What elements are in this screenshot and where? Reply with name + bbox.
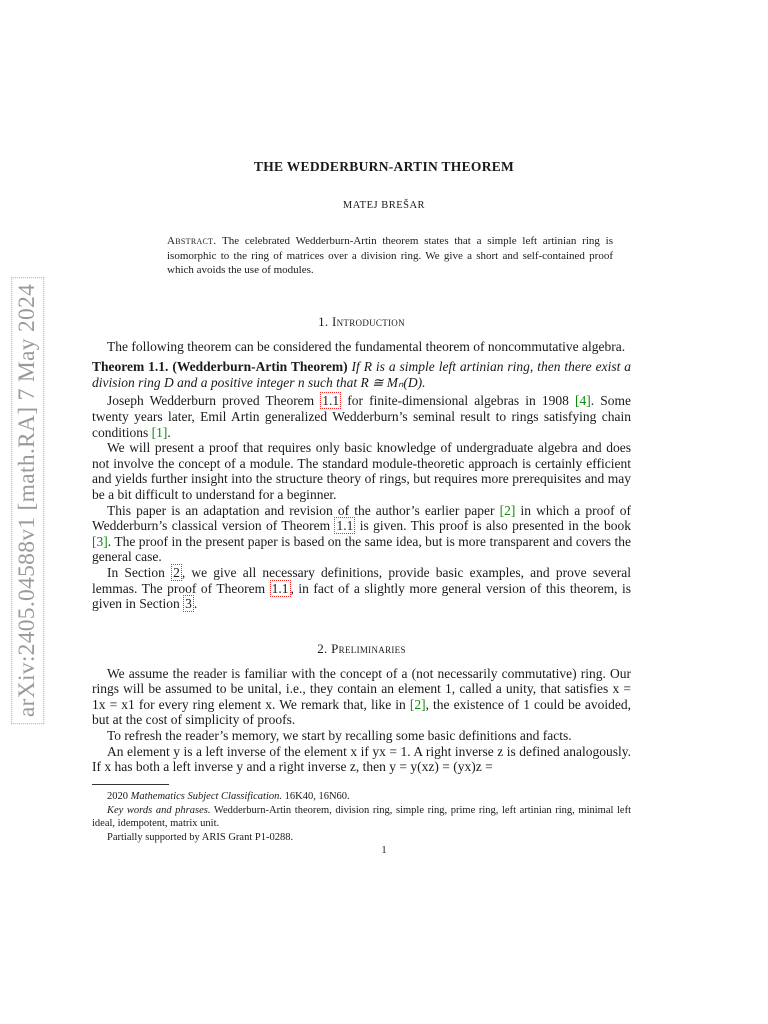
text-run: We assume the reader is familiar with the concept of a (not necessarily commutative) ring. Our rings will be assumed to be unital, i.e., they contain an element 1, called a unity, that satisfies x = 1x = x1 for every ring element x. We remark that, like in	[92, 665, 631, 712]
text-run: , the existence of 1 could be avoided, but at the cost of simplicity of proofs.	[92, 696, 631, 728]
paper-title: THE WEDDERBURN-ARTIN THEOREM	[253, 159, 515, 174]
citation-link[interactable]: [4]	[575, 393, 591, 409]
text-run: for finite-dimensional algebras in 1908	[341, 393, 575, 409]
footnote-keywords	[92, 804, 631, 831]
section-number: 2.	[317, 641, 328, 656]
paragraph	[92, 666, 631, 728]
theorem-statement: If R is a simple left artinian ring, then there exist a division ring D and a positive integer n such that R ≅ Mₙ(D).	[92, 359, 632, 390]
text-run: , in fact of a slightly more general version of this theorem, is given in Section	[92, 580, 631, 612]
section-number: 1.	[318, 314, 329, 329]
paragraph: To refresh the reader’s memory, we start by recalling some basic definitions and facts.	[107, 727, 572, 743]
citation-link[interactable]: [1]	[151, 424, 168, 440]
text-run: , we give all necessary definitions, provide basic examples, and prove several lemmas. The proof of Theorem	[92, 564, 631, 596]
text-run: .	[193, 596, 198, 612]
footnote-msc	[92, 790, 631, 804]
msc-year: 2020	[107, 791, 128, 802]
footnotes	[92, 790, 631, 844]
paragraph: An element y is a left inverse of the element x if yx = 1. A right inverse z is defined analogously. If x has both a left inverse y and a right inverse z, then y = y(xz) = (yx)z =	[92, 743, 631, 775]
citation-link[interactable]: [2]	[409, 696, 426, 712]
footnote-rule	[92, 784, 169, 785]
introduction-section	[92, 314, 631, 612]
keywords-text: Wedderburn-Artin theorem, division ring, simple ring, prime ring, left artinian ring, minimal left ideal, idempotent, matrix unit.	[92, 804, 631, 829]
text-run: This paper is an adaptation and revision of the author’s earlier paper	[107, 502, 500, 518]
keywords-label: Key words and phrases.	[107, 804, 211, 816]
text-run: .	[167, 424, 171, 440]
paragraph	[92, 565, 631, 612]
section-title: Preliminaries	[331, 641, 406, 656]
section-heading-introduction	[92, 314, 631, 330]
citation-link[interactable]: [2]	[499, 502, 516, 518]
theorem-label: Theorem 1.1. (Wedderburn-Artin Theorem)	[92, 359, 348, 375]
footnote-support: Partially supported by ARIS Grant P1-0288.	[107, 831, 294, 843]
paragraph: The following theorem can be considered the fundamental theorem of noncommutative algebra.	[107, 338, 626, 354]
paragraph: We will present a proof that requires only basic knowledge of undergraduate algebra and does not involve the concept of a module. The standard module-theoretic approach is certainly efficient and yields further insight into the structure theory of rings, but requires more prerequisites and may be a bit difficult to understand for a beginner.	[92, 440, 631, 502]
theorem-ref-link[interactable]: 1.1	[336, 518, 354, 534]
paragraph	[92, 393, 631, 440]
theorem-1-1	[92, 359, 631, 390]
abstract-text: The celebrated Wedderburn-Artin theorem states that a simple left artinian ring is isomorphic to the ring of matrices over a division ring. We give a short and self-contained proof which avoids the use of modules.	[167, 235, 613, 276]
text-run: . The proof in the present paper is based on the same idea, but is more transparent and covers the general case.	[92, 533, 631, 565]
theorem-ref-link[interactable]: 1.1	[271, 580, 289, 596]
page-number: 1	[381, 845, 387, 856]
abstract-label: Abstract.	[167, 235, 217, 247]
arxiv-stamp[interactable]	[8, 270, 48, 730]
text-run: in which a proof of Wedderburn’s classical version of Theorem	[92, 502, 631, 534]
paragraph	[92, 503, 631, 565]
text-run: . Some twenty years later, Emil Artin generalized Wedderburn’s seminal result to rings satisfying chain conditions	[92, 393, 631, 440]
msc-codes: 16K40, 16N60.	[284, 791, 350, 802]
section-heading-preliminaries	[92, 641, 631, 657]
preliminaries-section	[92, 641, 631, 775]
section-ref-link[interactable]: 3	[185, 596, 192, 612]
text-run: In Section	[107, 564, 172, 580]
section-ref-link[interactable]: 2	[173, 564, 180, 580]
arxiv-stamp-text[interactable]: arXiv:2405.04588v1 [math.RA] 7 May 2024	[12, 276, 45, 723]
text-run: is given. This proof is also presented in the book	[355, 518, 631, 534]
section-title: Introduction	[331, 314, 405, 329]
author-name: MATEJ BREŠAR	[342, 200, 426, 211]
citation-link[interactable]: [3]	[92, 533, 108, 549]
text-run: Joseph Wedderburn proved Theorem	[107, 393, 321, 409]
theorem-ref-link[interactable]: 1.1	[322, 393, 340, 409]
abstract	[167, 234, 613, 278]
msc-label: Mathematics Subject Classification.	[130, 791, 282, 802]
